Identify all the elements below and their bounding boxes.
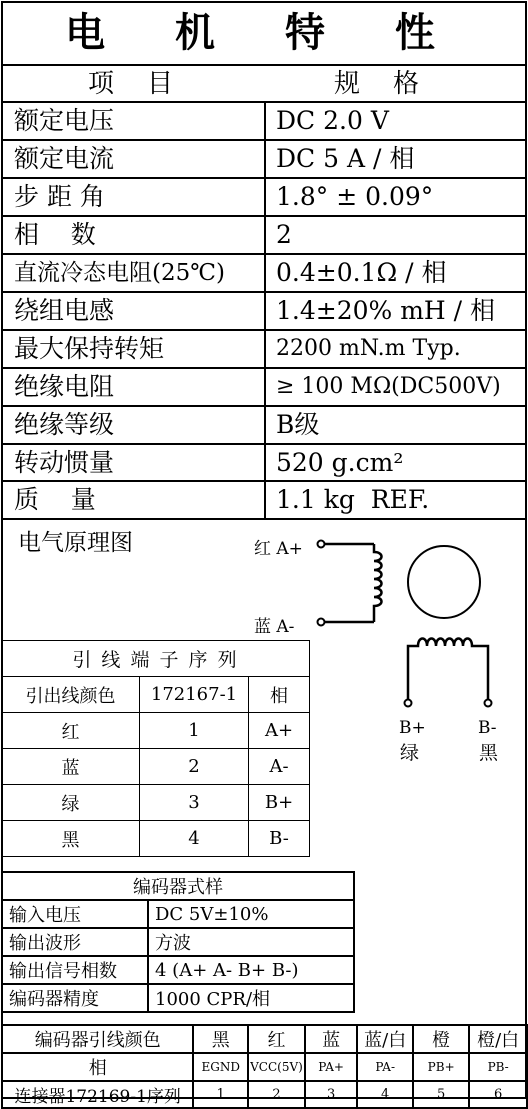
lead-table-header: 引出线颜色: [2, 677, 140, 713]
spec-value: 520 g.cm²: [276, 448, 404, 477]
encoder-value: 1000 CPR/相: [148, 984, 354, 1012]
spec-label: 相 数: [14, 220, 96, 249]
lead-phase: B-: [249, 821, 310, 857]
label-green: 绿: [400, 742, 420, 764]
encoder-lead-header: 编码器引线颜色: [2, 1025, 193, 1053]
encoder-lead-cell: 黑: [193, 1025, 248, 1053]
encoder-lead-cell: PB-: [469, 1053, 527, 1081]
encoder-lead-cell: 5: [413, 1081, 469, 1108]
encoder-lead-cell: PB+: [413, 1053, 469, 1081]
spec-label: 质 量: [14, 485, 96, 514]
table-row: [2, 928, 354, 956]
spec-label: 最大保持转矩: [14, 334, 165, 363]
table-row: [2, 1053, 527, 1081]
encoder-value: DC 5V±10%: [148, 900, 354, 928]
label-blue-a-minus: 蓝 A-: [254, 617, 295, 637]
lead-phase: B+: [249, 785, 310, 821]
encoder-lead-header: 相: [2, 1053, 193, 1081]
spec-label: 额定电压: [14, 106, 115, 135]
spec-label: 绕组电感: [14, 296, 115, 325]
coil-a: [374, 544, 382, 622]
lead-table-header: 172167-1: [140, 677, 249, 713]
table-row: [2, 1025, 527, 1053]
label-red-a-plus: 红 A+: [254, 539, 303, 559]
coil-b: [408, 639, 488, 701]
lead-color: 红: [2, 713, 140, 749]
encoder-label: 输入电压: [2, 900, 148, 928]
lead-number: 2: [140, 749, 249, 785]
terminal-a-minus: [318, 619, 325, 626]
encoder-label: 编码器精度: [2, 984, 148, 1012]
spec-value: DC 2.0 V: [276, 106, 389, 135]
lead-table-title: 引 线 端 子 序 列: [2, 641, 310, 677]
spec-value: 1.8° ± 0.09°: [276, 182, 434, 211]
lead-phase: A-: [249, 749, 310, 785]
encoder-lead-cell: 2: [248, 1081, 305, 1108]
rotor-circle: [408, 546, 480, 618]
lead-phase: A+: [249, 713, 310, 749]
spec-value: 0.4±0.1Ω / 相: [276, 258, 447, 287]
encoder-label: 输出波形: [2, 928, 148, 956]
spec-label: 直流冷态电阻(25℃): [14, 260, 225, 286]
lead-terminal-table: [1, 640, 310, 857]
encoder-lead-table: [1, 1024, 528, 1109]
spec-value: 1.1 kg REF.: [276, 485, 430, 514]
encoder-value: 方波: [148, 928, 354, 956]
label-b-minus: B-: [478, 718, 497, 738]
spec-value: B级: [276, 410, 320, 439]
spec-value: DC 5 A / 相: [276, 144, 415, 173]
table-row: [2, 900, 354, 928]
spec-label: 绝缘电阻: [14, 372, 115, 401]
table-row: [2, 956, 354, 984]
spec-label: 额定电流: [14, 144, 115, 173]
table-row: [2, 749, 310, 785]
encoder-lead-cell: 蓝/白: [357, 1025, 413, 1053]
schematic-title: 电气原理图: [18, 530, 133, 556]
lead-color: 蓝: [2, 749, 140, 785]
table-row: [2, 984, 354, 1012]
encoder-lead-cell: 橙: [413, 1025, 469, 1053]
encoder-lead-cell: 3: [305, 1081, 357, 1108]
terminal-b-minus: [485, 700, 492, 707]
encoder-lead-cell: 蓝: [305, 1025, 357, 1053]
page-title: 电 机 特 性: [65, 9, 463, 56]
terminal-a-plus: [318, 541, 325, 548]
encoder-lead-cell: PA-: [357, 1053, 413, 1081]
terminal-b-plus: [405, 700, 412, 707]
encoder-lead-cell: EGND: [193, 1053, 248, 1081]
table-row: [2, 1081, 527, 1108]
header-item: 项 目: [88, 69, 174, 99]
header-spec: 规 格: [334, 69, 420, 99]
table-row: [2, 821, 310, 857]
spec-value: 1.4±20% mH / 相: [276, 296, 496, 325]
encoder-spec-table: [1, 871, 355, 1013]
label-b-plus: B+: [399, 718, 426, 738]
encoder-lead-cell: 红: [248, 1025, 305, 1053]
encoder-lead-cell: 4: [357, 1081, 413, 1108]
encoder-lead-header: 连接器172169-1序列: [2, 1081, 193, 1108]
encoder-lead-cell: 6: [469, 1081, 527, 1108]
encoder-lead-cell: 橙/白: [469, 1025, 527, 1053]
spec-label: 步 距 角: [14, 182, 105, 211]
lead-color: 绿: [2, 785, 140, 821]
spec-label: 转动惯量: [14, 448, 115, 477]
lead-number: 4: [140, 821, 249, 857]
lead-number: 3: [140, 785, 249, 821]
encoder-lead-cell: 1: [193, 1081, 248, 1108]
spec-value: 2: [276, 220, 292, 249]
encoder-lead-cell: PA+: [305, 1053, 357, 1081]
encoder-label: 输出信号相数: [2, 956, 148, 984]
divider: [1, 64, 527, 66]
encoder-title: 编码器式样: [2, 872, 354, 900]
spec-value: ≥ 100 MΩ(DC500V): [276, 374, 501, 399]
spec-label: 绝缘等级: [14, 410, 115, 439]
spec-value: 2200 mN.m Typ.: [276, 336, 461, 361]
lead-table-header: 相: [249, 677, 310, 713]
encoder-value: 4 (A+ A- B+ B-): [148, 956, 354, 984]
encoder-lead-cell: VCC(5V): [248, 1053, 305, 1081]
lead-color: 黑: [2, 821, 140, 857]
label-black: 黑: [479, 742, 499, 764]
table-row: [2, 713, 310, 749]
table-row: [2, 785, 310, 821]
lead-number: 1: [140, 713, 249, 749]
column-divider: [264, 102, 266, 518]
